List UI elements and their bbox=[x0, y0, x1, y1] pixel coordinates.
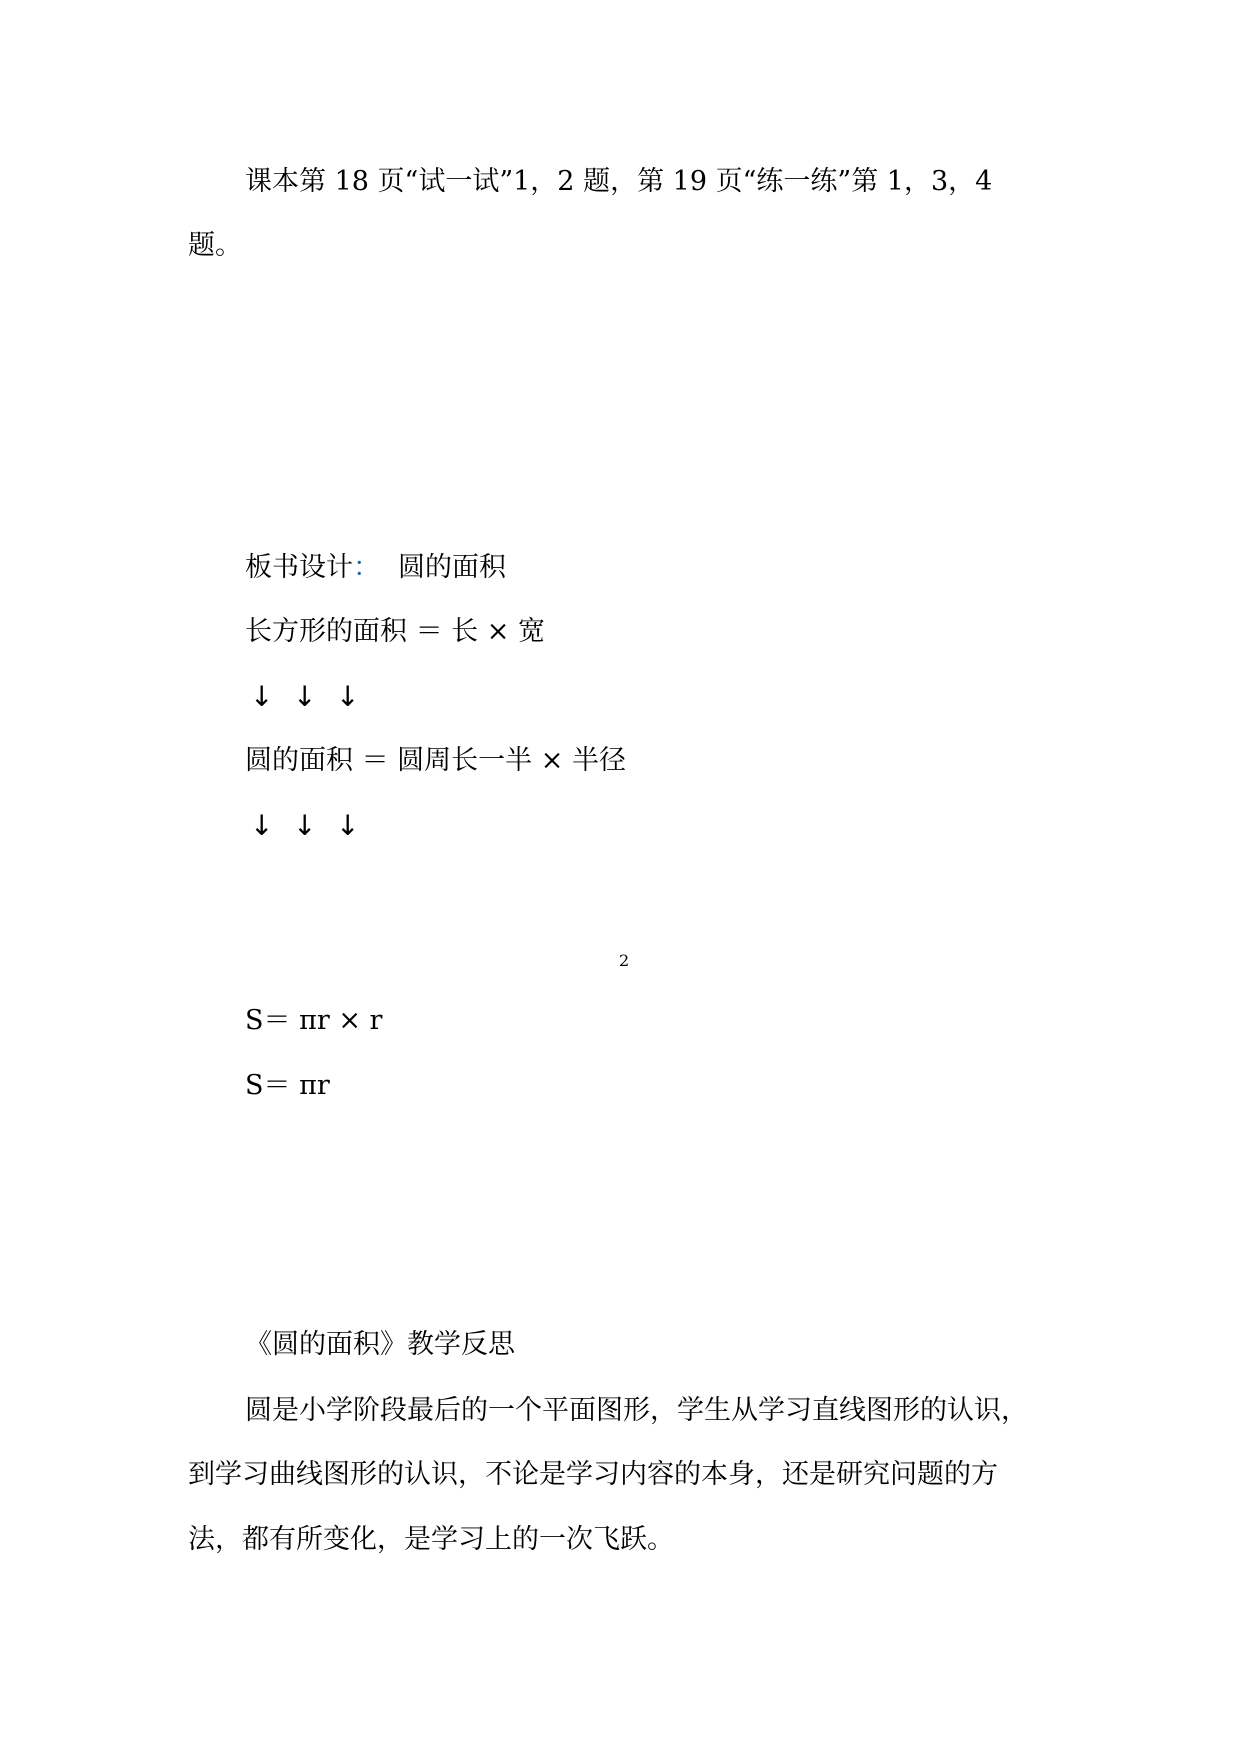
superscript-2: 2 bbox=[619, 951, 630, 970]
homework-line-2: 题。 bbox=[188, 230, 242, 261]
down-arrow-icon: ↓ bbox=[250, 809, 274, 842]
board-heading bbox=[245, 550, 506, 586]
reflection-title: 《圆的面积》教学反思 bbox=[245, 1329, 515, 1360]
down-arrow-icon: ↓ bbox=[336, 680, 360, 713]
down-arrow-icon: ↓ bbox=[293, 809, 317, 842]
s-formula-2: S＝ πr bbox=[245, 1070, 330, 1101]
down-arrow-icon: ↓ bbox=[336, 809, 360, 842]
homework-line-1: 课本第 18 页“试一试”1，2 题，第 19 页“练一练”第 1，3，4 bbox=[245, 166, 993, 197]
rect-area-formula: 长方形的面积 ＝ 长 × 宽 bbox=[245, 616, 545, 647]
down-arrow-icon: ↓ bbox=[293, 680, 317, 713]
board-title: 圆的面积 bbox=[398, 552, 506, 583]
reflection-paragraph-line-2: 到学习曲线图形的认识，不论是学习内容的本身，还是研究问题的方 bbox=[188, 1459, 998, 1490]
down-arrow-icon: ↓ bbox=[250, 680, 274, 713]
circle-area-formula: 圆的面积 ＝ 圆周长一半 × 半径 bbox=[245, 745, 626, 776]
reflection-paragraph-line-3: 法，都有所变化，是学习上的一次飞跃。 bbox=[188, 1524, 674, 1555]
s-formula-1: S＝ πr × r bbox=[245, 1005, 383, 1036]
board-colon: ： bbox=[353, 552, 380, 583]
reflection-paragraph-line-1: 圆是小学阶段最后的一个平面图形，学生从学习直线图形的认识， bbox=[245, 1395, 1028, 1426]
board-label: 板书设计 bbox=[245, 552, 353, 583]
